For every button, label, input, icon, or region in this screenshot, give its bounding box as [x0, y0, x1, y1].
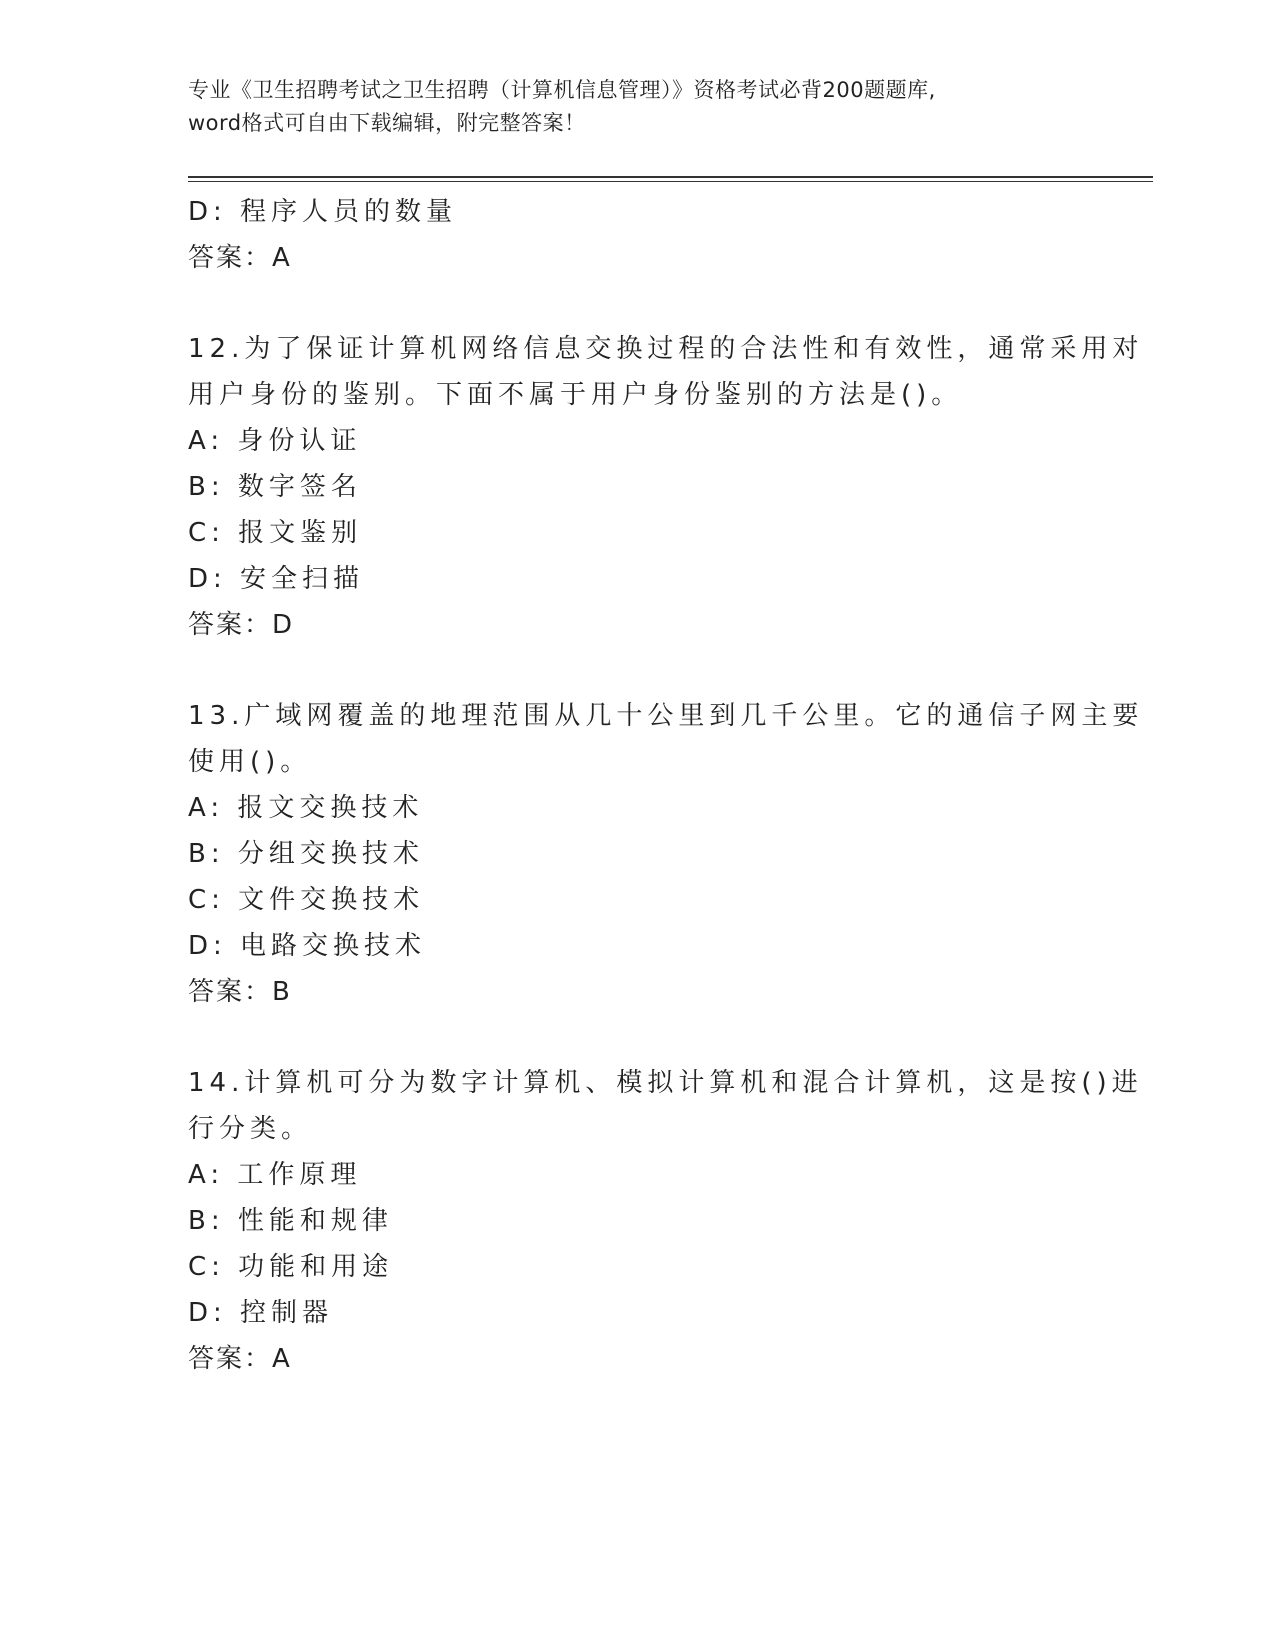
q11-option-d: D: 程序人员的数量	[188, 197, 458, 227]
question-stem-line-1: 13.广域网覆盖的地理范围从几十公里到几千公里。它的通信子网主要	[188, 701, 1144, 731]
question-12	[188, 326, 1144, 648]
question-stem-line-2: 用户身份的鉴别。下面不属于用户身份鉴别的方法是()。	[188, 380, 963, 410]
header-line-1: 专业《卫生招聘考试之卫生招聘（计算机信息管理）》资格考试必背200题题库,	[188, 78, 936, 102]
option-b: B: 性能和规律	[188, 1206, 393, 1236]
document-header	[188, 74, 1088, 140]
answer	[188, 1336, 1078, 1382]
document-content	[188, 189, 1144, 1382]
option-d: D: 安全扫描	[188, 564, 365, 594]
answer-label: 答案：	[188, 243, 273, 273]
answer	[188, 602, 1078, 648]
option-b: B: 数字签名	[188, 472, 362, 502]
spacer	[188, 281, 1078, 326]
option-a: A: 工作原理	[188, 1160, 362, 1190]
answer-value: A	[272, 1344, 292, 1374]
header-line-2: word格式可自由下载编辑，附完整答案！	[188, 111, 586, 135]
spacer	[188, 648, 1078, 693]
question-13	[188, 693, 1144, 1015]
spacer	[188, 1015, 1078, 1060]
question-14	[188, 1060, 1143, 1382]
option-b: B: 分组交换技术	[188, 839, 424, 869]
question-stem-line-1: 12.为了保证计算机网络信息交换过程的合法性和有效性，通常采用对	[188, 334, 1144, 364]
option-d: D: 电路交换技术	[188, 931, 427, 961]
option-c: C: 功能和用途	[188, 1252, 394, 1282]
option-c: C: 文件交换技术	[188, 885, 425, 915]
option-d: D: 控制器	[188, 1298, 334, 1328]
question-stem-line-2: 行分类。	[188, 1114, 313, 1144]
answer-label: 答案：	[188, 610, 273, 640]
option-a: A: 身份认证	[188, 426, 362, 456]
q11-answer	[188, 235, 1078, 281]
answer-label: 答案：	[188, 977, 273, 1007]
option-c: C: 报文鉴别	[188, 518, 363, 548]
question-stem-line-1: 14.计算机可分为数字计算机、模拟计算机和混合计算机，这是按()进	[188, 1068, 1143, 1098]
answer-value: A	[272, 243, 292, 273]
answer-value: B	[272, 977, 292, 1007]
answer-value: D	[272, 610, 295, 640]
header-divider	[188, 176, 1153, 182]
answer-label: 答案：	[188, 1344, 273, 1374]
question-stem-line-2: 使用()。	[188, 747, 312, 777]
option-a: A: 报文交换技术	[188, 793, 424, 823]
answer	[188, 969, 1078, 1015]
